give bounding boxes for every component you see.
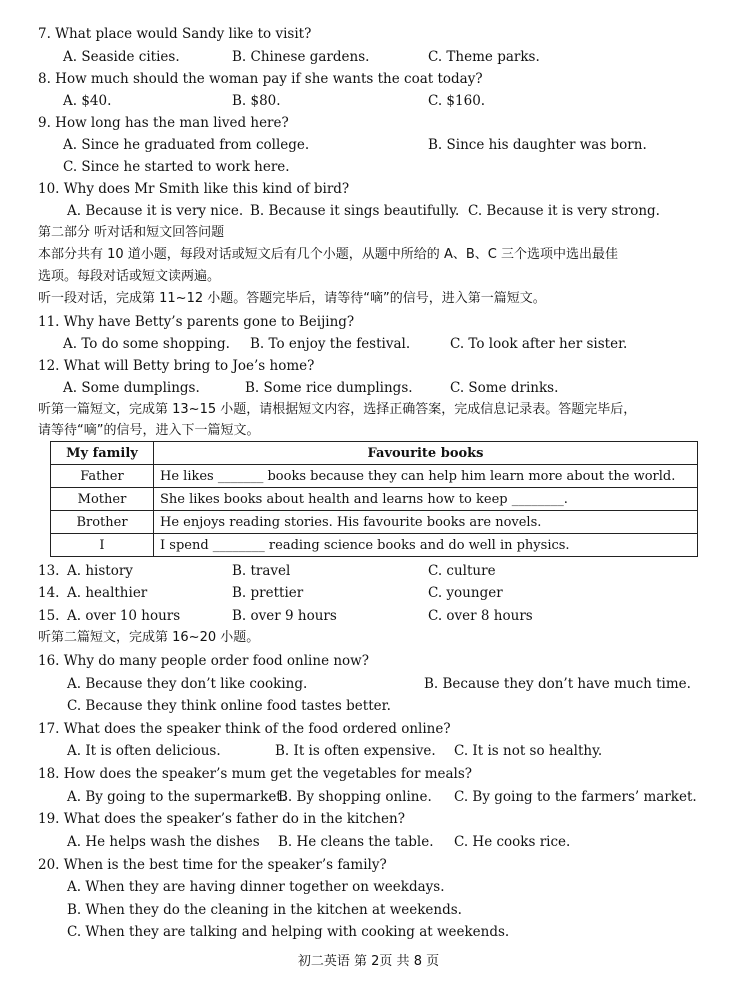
q20-option-c: C. When they are talking and helping with cooking at weekends. [67,924,510,940]
q8-stem: 8. How much should the woman pay if she wants the coat today? [38,71,483,87]
table-cell-text: She likes books about health and learns how to keep ________. [154,488,698,511]
part2-heading: 第二部分 听对话和短文回答问题 [38,225,225,240]
q9-option-b: B. Since his daughter was born. [428,137,647,153]
dialog-instruction: 听一段对话，完成第 11~12 小题。答题完毕后，请等待“嘀”的信号，进入第一篇短文。 [38,291,546,306]
table-cell-text: He enjoys reading stories. His favourite books are novels. [154,511,698,534]
q19-option-b: B. He cleans the table. [278,834,434,850]
q17-option-c: C. It is not so healthy. [454,743,603,759]
q20-option-b: B. When they do the cleaning in the kitchen at weekends. [67,902,462,918]
page-footer: 初二英语 第 2页 共 8 页 [297,954,440,969]
q12-stem: 12. What will Betty bring to Joe’s home? [38,358,315,374]
q14-option-a: A. healthier [67,585,148,601]
q13-option-b: B. travel [232,563,291,579]
table-cell-member: Mother [51,488,154,511]
table-row [51,465,698,488]
q19-option-c: C. He cooks rice. [454,834,571,850]
q18-stem: 18. How does the speaker’s mum get the vegetables for meals? [38,766,473,782]
q7-option-a: A. Seaside cities. [63,49,180,65]
q11-stem: 11. Why have Betty’s parents gone to Beijing? [38,314,355,330]
q8-option-a: A. $40. [63,93,112,109]
part2-instruction-line1: 本部分共有 10 道小题，每段对话或短文后有几个小题，从题中所给的 A、B、C 三个选项中选出最佳 [38,247,618,262]
passage1-instruction-line2: 请等待“嘀”的信号，进入下一篇短文。 [38,423,260,438]
q12-option-c: C. Some drinks. [450,380,559,396]
q10-option-b: B. Because it sings beautifully. [250,203,460,219]
q14-option-b: B. prettier [232,585,304,601]
q20-option-a: A. When they are having dinner together on weekdays. [67,879,445,895]
q10-option-c: C. Because it is very strong. [468,203,660,219]
q18-option-b: B. By shopping online. [278,789,432,805]
q7-option-c: C. Theme parks. [428,49,540,65]
q11-option-b: B. To enjoy the festival. [250,336,411,352]
q18-option-a: A. By going to the supermarket. [67,789,287,805]
q20-stem: 20. When is the best time for the speaker’s family? [38,857,387,873]
q9-option-c: C. Since he started to work here. [63,159,290,175]
passage2-instruction: 听第二篇短文，完成第 16~20 小题。 [38,630,260,645]
q17-stem: 17. What does the speaker think of the food ordered online? [38,721,451,737]
q10-option-a: A. Because it is very nice. [67,203,244,219]
q7-option-b: B. Chinese gardens. [232,49,370,65]
q9-stem: 9. How long has the man lived here? [38,115,289,131]
q19-option-a: A. He helps wash the dishes [67,834,260,850]
q10-stem: 10. Why does Mr Smith like this kind of bird? [38,181,350,197]
q16-option-a: A. Because they don’t like cooking. [67,676,308,692]
q16-option-c: C. Because they think online food tastes better. [67,698,391,714]
q16-option-b: B. Because they don’t have much time. [424,676,691,692]
q12-option-a: A. Some dumplings. [63,380,200,396]
q7-stem: 7. What place would Sandy like to visit? [38,26,312,42]
q14-option-c: C. younger [428,585,503,601]
q16-stem: 16. Why do many people order food online now? [38,653,369,669]
q8-option-c: C. $160. [428,93,486,109]
q18-option-c: C. By going to the farmers’ market. [454,789,697,805]
table-header-row [51,442,698,465]
q8-option-b: B. $80. [232,93,281,109]
q15-option-c: C. over 8 hours [428,608,533,624]
table-row [51,488,698,511]
q17-option-b: B. It is often expensive. [275,743,436,759]
q15-option-a: A. over 10 hours [67,608,181,624]
q13-option-a: A. history [67,563,133,579]
q11-option-a: A. To do some shopping. [63,336,230,352]
q14-number: 14. [38,585,60,601]
q13-number: 13. [38,563,60,579]
part2-instruction-line2: 选项。每段对话或短文读两遍。 [38,269,221,284]
table-cell-member: I [51,534,154,557]
table-cell-text: He likes _______ books because they can help him learn more about the world. [154,465,698,488]
info-record-table [50,441,698,557]
q13-option-c: C. culture [428,563,496,579]
table-row [51,534,698,557]
table-cell-member: Brother [51,511,154,534]
table-header-family: My family [51,442,154,465]
q15-option-b: B. over 9 hours [232,608,337,624]
q9-option-a: A. Since he graduated from college. [63,137,310,153]
table-header-books: Favourite books [154,442,698,465]
q19-stem: 19. What does the speaker’s father do in the kitchen? [38,811,405,827]
table-row [51,511,698,534]
q12-option-b: B. Some rice dumplings. [245,380,413,396]
table-cell-text: I spend ________ reading science books and do well in physics. [154,534,698,557]
table-cell-member: Father [51,465,154,488]
q17-option-a: A. It is often delicious. [67,743,221,759]
q15-number: 15. [38,608,60,624]
q11-option-c: C. To look after her sister. [450,336,628,352]
passage1-instruction-line1: 听第一篇短文，完成第 13~15 小题，请根据短文内容，选择正确答案，完成信息记录表。答题完毕后， [38,402,637,417]
